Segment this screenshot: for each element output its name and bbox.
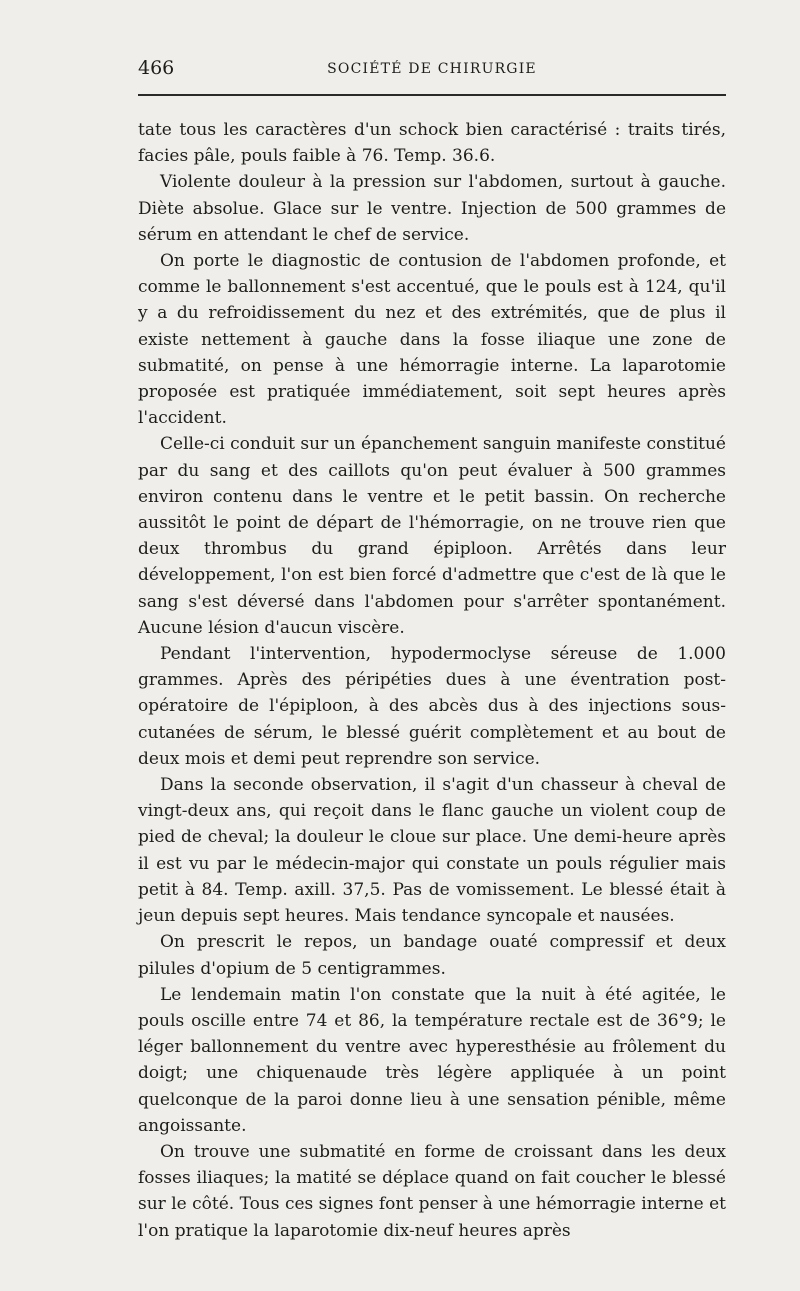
paragraph: On prescrit le repos, un bandage ouaté compressif et deux pilules d'opium de 5 centigrammes. xyxy=(138,932,726,979)
paragraph: On trouve une submatité en forme de croissant dans les deux fosses iliaques; la matité se déplace quand on fait coucher le blessé sur le côté. Tous ces signes font penser à une hémorragie interne et l'on pratique la laparotomie dix-neuf heures après xyxy=(138,1141,726,1241)
header-rule xyxy=(138,94,726,96)
paragraph: tate tous les caractères d'un schock bien caractérisé : traits tirés, facies pâle, pouls faible à 76. Temp. 36.6. xyxy=(138,120,726,167)
body-text xyxy=(138,117,726,1244)
paragraph: Violente douleur à la pression sur l'abdomen, surtout à gauche. Diète absolue. Glace sur le ventre. Injection de 500 grammes de sérum en attendant le chef de service. xyxy=(138,172,726,245)
page-number: 466 xyxy=(138,57,175,79)
paragraph: Celle-ci conduit sur un épanchement sanguin manifeste constitué par du sang et des caillots qu'on peut évaluer à 500 grammes environ contenu dans le ventre et le petit bassin. On recherche aussitôt le point de départ de l'hémorragie, on ne trouve rien que deux thrombus du grand épiploon. Arrêtés dans leur développement, l'on est bien forcé d'admettre que c'est de là que le sang s'est déversé dans l'abdomen pour s'arrêter spontanément. Aucune lésion d'aucun viscère. xyxy=(138,434,726,638)
paragraph: Dans la seconde observation, il s'agit d'un chasseur à cheval de vingt-deux ans, qui reçoit dans le flanc gauche un violent coup de pied de cheval; la douleur le cloue sur place. Une demi-heure après il est vu par le médecin-major qui constate un pouls régulier mais petit à 84. Temp. axill. 37,5. Pas de vomissement. Le blessé était à jeun depuis sept heures. Mais tendance syncopale et nausées. xyxy=(138,775,726,927)
paragraph: Pendant l'intervention, hypodermoclyse séreuse de 1.000 grammes. Après des péripéties dues à une éventration post-opératoire de l'épiploon, à des abcès dus à des injections sous-cutanées de sérum, le blessé guérit complètement et au bout de deux mois et demi peut reprendre son service. xyxy=(138,644,726,769)
paragraph: On porte le diagnostic de contusion de l'abdomen profonde, et comme le ballonnement s'est accentué, que le pouls est à 124, qu'il y a du refroidissement du nez et des extrémités, que de plus il existe nettement à gauche dans la fosse iliaque une zone de submatité, on pense à une hémorragie interne. La laparotomie proposée est pratiquée immédiatement, soit sept heures après l'accident. xyxy=(138,251,726,429)
page-header xyxy=(138,57,726,85)
running-title: SOCIÉTÉ DE CHIRURGIE xyxy=(327,61,537,77)
paragraph: Le lendemain matin l'on constate que la nuit à été agitée, le pouls oscille entre 74 et 86, la température rectale est de 36°9; le léger ballonnement du ventre avec hyperesthésie au frôlement du doigt; une chiquenaude très légère appliquée à un point quelconque de la paroi donne lieu à une sensation pénible, même angoissante. xyxy=(138,984,726,1136)
